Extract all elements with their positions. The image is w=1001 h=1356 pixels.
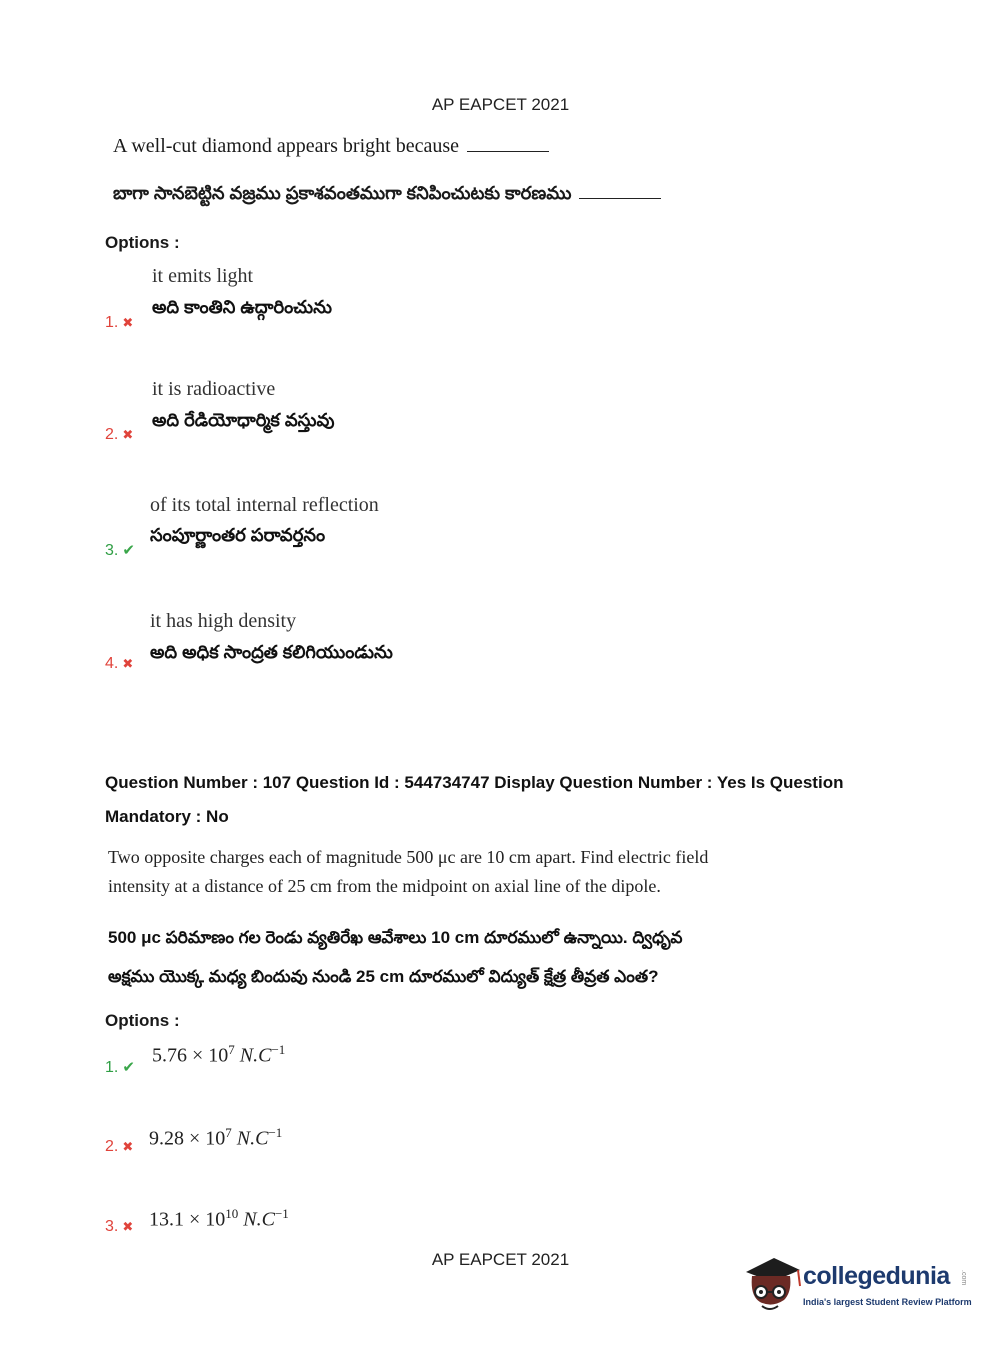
q2-option-1-number: 1. ✔	[105, 1059, 135, 1076]
question-2-text-telugu: 500 μc పరిమాణం గల రెండు వ్యతిరేఖ ఆవేశాలు 10 cm దూరములో ఉన్నాయి. ద్విధృవ అక్షము యొక్క మధ్య బిందువు నుండి 25 cm దూరములో విద్యుత్ క్షేత్ర తీవ్రత ఎంత?	[108, 928, 683, 986]
cross-icon: ✖	[122, 1139, 134, 1154]
question-mandatory: Mandatory : No	[105, 807, 229, 826]
collegedunia-mascot-icon	[742, 1250, 804, 1316]
options-label: Options :	[105, 1011, 180, 1030]
cross-icon: ✖	[122, 427, 134, 442]
q1-option-3-english: of its total internal reflection	[150, 494, 379, 516]
q1-option-2-number: 2. ✖	[105, 426, 134, 443]
cross-icon: ✖	[122, 1219, 134, 1234]
page-footer: AP EAPCET 2021	[431, 1250, 570, 1269]
check-icon: ✔	[122, 1059, 135, 1076]
check-icon: ✔	[122, 542, 135, 559]
q1-option-1-number: 1. ✖	[105, 314, 134, 331]
logo-wordmark: collegedunia	[803, 1262, 950, 1290]
cross-icon: ✖	[122, 315, 134, 330]
cross-icon: ✖	[122, 656, 134, 671]
logo-tagline: India's largest Student Review Platform	[803, 1297, 972, 1307]
question-1-text-english: A well-cut diamond appears bright because	[113, 135, 549, 158]
q1-option-3-telugu: సంపూర్ణాంతర పరావర్తనం	[150, 525, 326, 545]
answer-blank	[467, 137, 549, 152]
q1-option-1-telugu: అది కాంతిని ఉద్గారించును	[152, 297, 333, 317]
q1-option-4-english: it has high density	[150, 610, 297, 632]
answer-blank	[579, 184, 661, 199]
question-2-text-english: Two opposite charges each of magnitude 500 μc are 10 cm apart. Find electric field intensity at a distance of 25 cm from the midpoint on axial line of the dipole.	[108, 847, 709, 896]
q1-option-3-number: 3. ✔	[105, 542, 135, 559]
q1-option-2-english: it is radioactive	[152, 378, 276, 400]
q2-option-2-number: 2. ✖	[105, 1138, 134, 1155]
q1-option-4-telugu: అది అధిక సాంద్రత కలిగియుండును	[150, 642, 393, 662]
q2-option-2-value: $9.28 \times 10^7$ $N.C^{-1}$	[149, 1125, 283, 1150]
question-meta: Question Number : 107 Question Id : 544734747 Display Question Number : Yes Is Question	[105, 773, 844, 792]
page-header: AP EAPCET 2021	[431, 95, 570, 114]
question-1-text-telugu: బాగా సానబెట్టిన వజ్రము ప్రకాశవంతముగా కనిపించుటకు కారణము	[113, 183, 661, 208]
q1-option-1-english: it emits light	[152, 265, 254, 287]
q2-option-1-value: $5.76 \times 10^7$ $N.C^{-1}$	[152, 1042, 286, 1067]
q1-option-2-telugu: అది రేడియోధార్మిక వస్తువు	[152, 410, 335, 430]
options-label: Options :	[105, 233, 180, 252]
q2-option-3-value: $13.1 \times 10^{10}$ $N.C^{-1}$	[149, 1206, 289, 1231]
logo-suffix: .com	[960, 1270, 967, 1286]
q1-option-4-number: 4. ✖	[105, 655, 134, 672]
q2-option-3-number: 3. ✖	[105, 1218, 134, 1235]
